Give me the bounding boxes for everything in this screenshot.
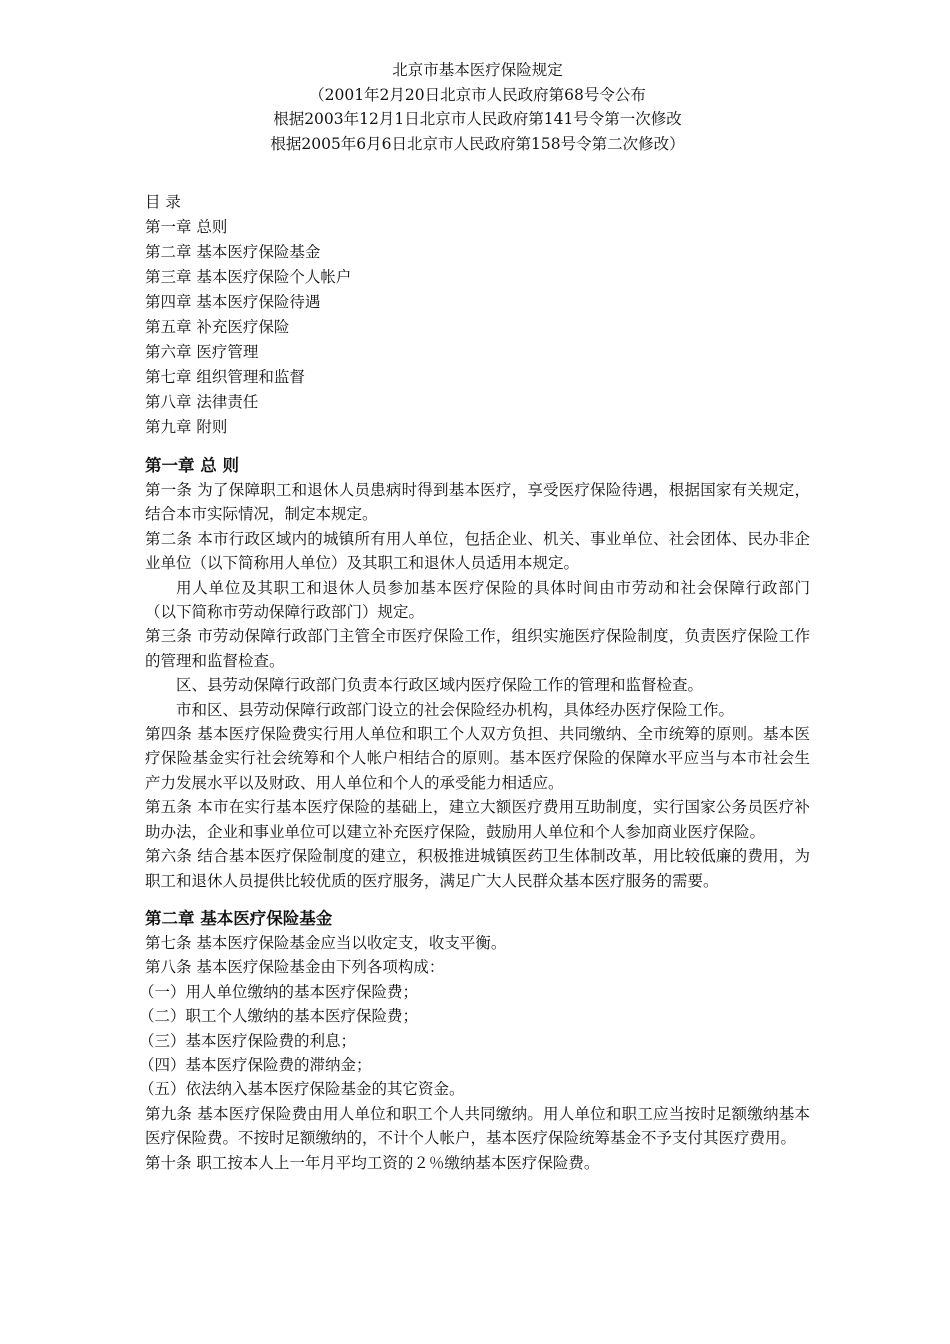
toc-entry: 第二章 基本医疗保险基金 <box>145 243 321 261</box>
article-3-paragraph-3: 市和区、县劳动保障行政部门设立的社会保险经办机构，具体经办医疗保险工作。 <box>176 700 735 719</box>
toc-entry: 第七章 组织管理和监督 <box>145 368 305 386</box>
article-2: 第二条 本市行政区域内的城镇所有用人单位，包括企业、机关、事业单位、社会团体、民办非企业单位（以下简称用人单位）及其职工和退休人员适用本规定。 <box>145 529 810 573</box>
article-8-item: （五）依法纳入基本医疗保险基金的其它资金。 <box>139 1080 465 1099</box>
toc-heading: 目 录 <box>145 193 181 211</box>
article-9: 第九条 基本医疗保险费由用人单位和职工个人共同缴纳。用人单位和职工应当按时足额缴纳基本医疗保险费。不按时足额缴纳的，不计个人帐户，基本医疗保险统筹基金不予支付其医疗费用。 <box>145 1104 810 1148</box>
table-of-contents <box>145 190 810 440</box>
toc-entry: 第五章 补充医疗保险 <box>145 318 290 336</box>
document-revision-note-2: 根据2005年6月6日北京市人民政府第158号令第二次修改） <box>270 134 685 153</box>
article-8: 第八条 基本医疗保险基金由下列各项构成： <box>145 958 445 977</box>
article-8-item: （二）职工个人缴纳的基本医疗保险费； <box>139 1007 419 1026</box>
article-1: 第一条 为了保障职工和退休人员患病时得到基本医疗，享受医疗保险待遇，根据国家有关规定，结合本市实际情况，制定本规定。 <box>145 481 810 524</box>
article-6: 第六条 结合基本医疗保险制度的建立，积极推进城镇医药卫生体制改革，用比较低廉的费用，为职工和退休人员提供比较优质的医疗服务，满足广大人民群众基本医疗服务的需要。 <box>145 847 810 890</box>
document-title: 北京市基本医疗保险规定 <box>392 61 563 79</box>
article-7: 第七条 基本医疗保险基金应当以收定支，收支平衡。 <box>145 933 507 952</box>
article-8-item: （四）基本医疗保险费的滞纳金； <box>139 1055 372 1074</box>
article-8-item: （一）用人单位缴纳的基本医疗保险费； <box>139 982 419 1001</box>
document-page <box>139 58 810 1175</box>
chapter-2-heading: 第二章 基本医疗保险基金 <box>145 908 333 928</box>
document-promulgation-note: （2001年2月20日北京市人民政府第68号令公布 <box>309 85 646 104</box>
article-8-item: （三）基本医疗保险费的利息； <box>139 1031 357 1050</box>
document-title-block <box>145 58 810 156</box>
toc-entry: 第三章 基本医疗保险个人帐户 <box>145 268 352 286</box>
article-5: 第五条 本市在实行基本医疗保险的基础上，建立大额医疗费用互助制度，实行国家公务员医疗补助办法，企业和事业单位可以建立补充医疗保险，鼓励用人单位和个人参加商业医疗保险。 <box>145 798 810 841</box>
article-3-paragraph-2: 区、县劳动保障行政部门负责本行政区域内医疗保险工作的管理和监督检查。 <box>176 676 704 695</box>
chapter-1-heading: 第一章 总 则 <box>145 456 239 475</box>
toc-entry: 第八章 法律责任 <box>145 393 259 411</box>
toc-entry: 第九章 附则 <box>145 418 228 436</box>
article-10: 第十条 职工按本人上一年月平均工资的２％缴纳基本医疗保险费。 <box>145 1153 600 1172</box>
toc-entry: 第一章 总则 <box>145 218 228 236</box>
article-4: 第四条 基本医疗保险费实行用人单位和职工个人双方负担、共同缴纳、全市统筹的原则。基本医疗保险基金实行社会统筹和个人帐户相结合的原则。基本医疗保险的保障水平应当与本市社会生产力发展水平以及财政、用人单位和个人的承受能力相适应。 <box>145 725 810 792</box>
article-2-paragraph-2: 用人单位及其职工和退休人员参加基本医疗保险的具体时间由市劳动和社会保障行政部门（以下简称市劳动保障行政部门）规定。 <box>145 578 810 622</box>
toc-entry: 第四章 基本医疗保险待遇 <box>145 293 321 311</box>
toc-entry: 第六章 医疗管理 <box>145 343 259 361</box>
document-revision-note-1: 根据2003年12月1日北京市人民政府第141号令第一次修改 <box>273 110 682 128</box>
article-3: 第三条 市劳动保障行政部门主管全市医疗保险工作，组织实施医疗保险制度，负责医疗保险工作的管理和监督检查。 <box>145 627 810 670</box>
